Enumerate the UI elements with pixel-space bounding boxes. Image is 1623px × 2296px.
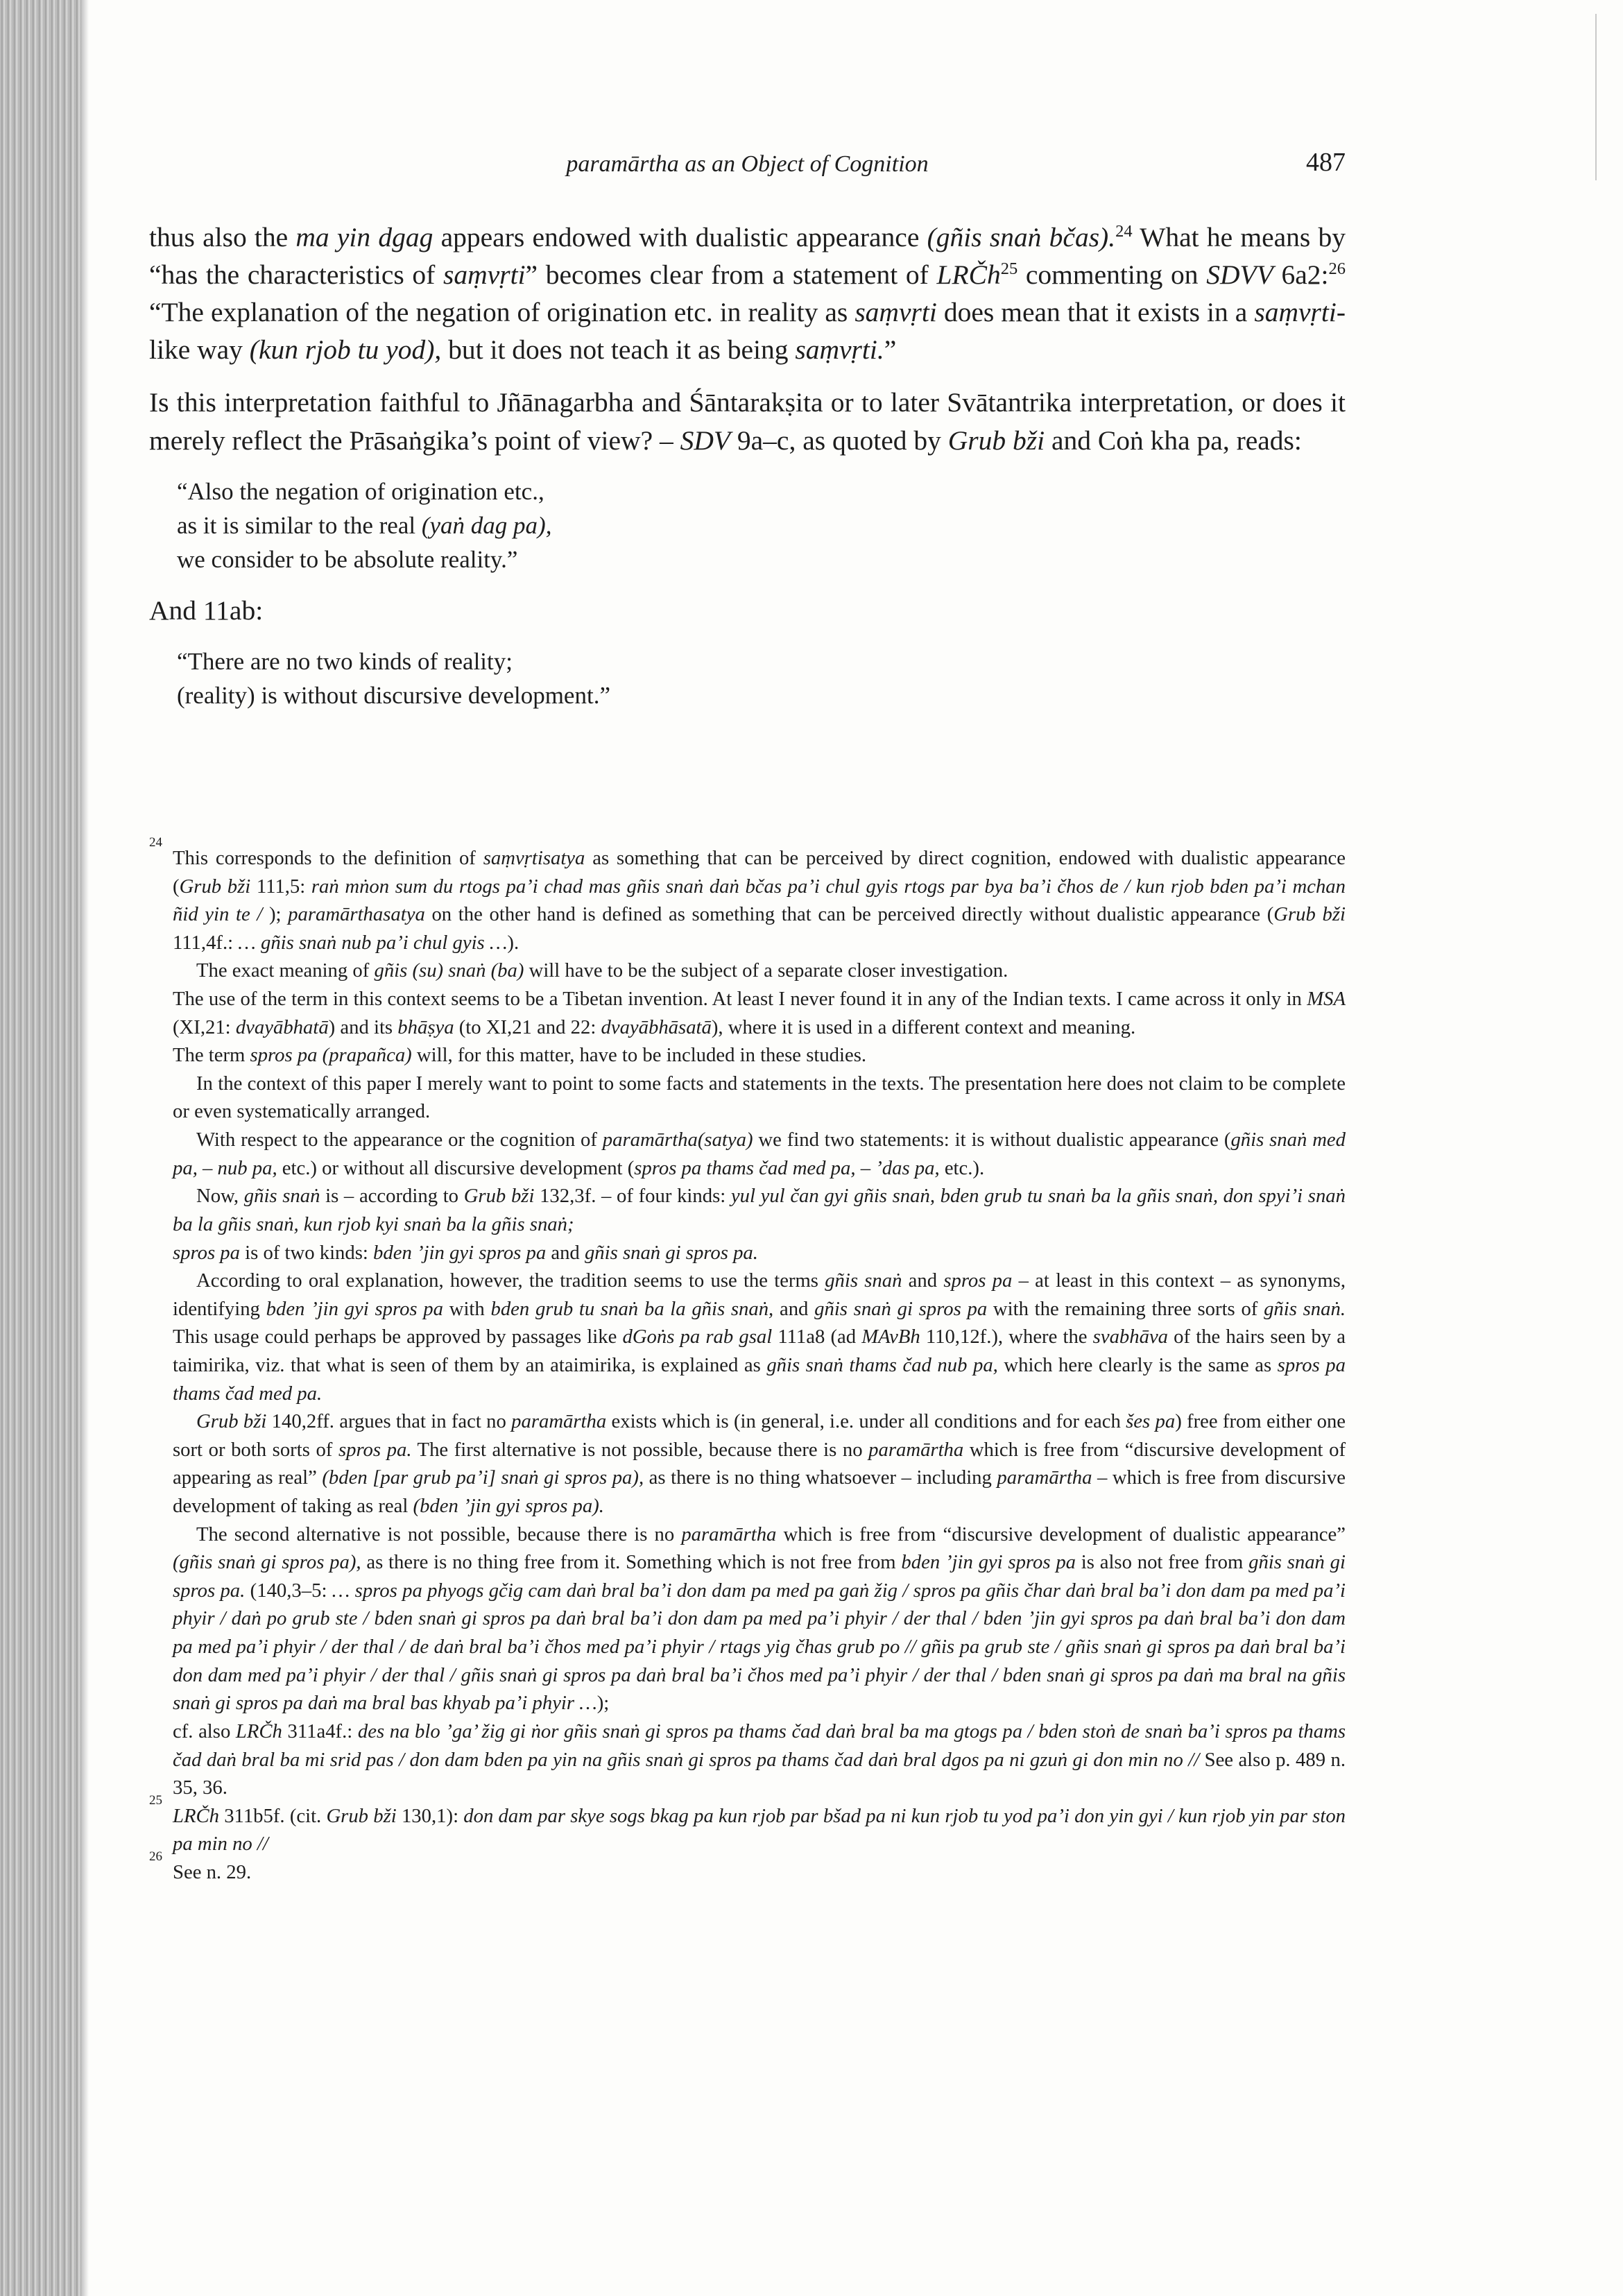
- footnote-24-i: According to oral explanation, however, the tradition seems to use the terms gñis snaṅ and spros pa – at least in this context – as synonyms, identifying bden ’jin gyi spros pa with bden grub tu snaṅ ba la gñis snaṅ, and gñis snaṅ gi spros pa with the remaining three sorts of gñis snaṅ. This usage could perhaps be approved by passages like dGoṅs pa rab gsal 111a8 (ad MAvBh 110,12f.), where the svabhāva of the hairs seen by a taimirika, viz. that what is seen of them by an ataimirika, is explained as gñis snaṅ thams čad nub pa, which here clearly is the same as spros pa thams čad med pa.: [173, 1269, 1346, 1405]
- footnote-24-j: Grub bži 140,2ff. argues that in fact no paramārtha exists which is (in general, i.e. under all conditions and for each šes pa) free from either one sort or both sorts of spros pa. The first alternative is not possible, because there is no paramārtha which is free from “discursive development of appearing as real” (bden [par grub pa’i] snaṅ gi spros pa), as there is no thing whatsoever – including paramārtha – which is free from discursive development of taking as real (bden ’jin gyi spros pa).: [173, 1410, 1346, 1518]
- page-number: 487: [1306, 148, 1346, 177]
- footnote-ref-26[interactable]: 26: [1328, 259, 1346, 278]
- running-title: [149, 151, 1346, 178]
- footnote-24-c: The use of the term in this context seems to be a Tibetan invention. At least I never found it in any of the Indian texts. I came across it only in MSA (XI,21: dvayābhatā) and its bhāṣya (to XI,21 and 22: dvayābhāsatā), where it is used in a different context and meaning.: [173, 988, 1346, 1038]
- page-edge-mark: [1595, 14, 1597, 180]
- main-text: [149, 219, 1346, 728]
- footnotes: [149, 835, 1346, 1887]
- footnote-24-l: cf. also LRČh 311a4f.: des na blo ’ga’ žig gi ṅor gñis snaṅ gi spros pa thams čad daṅ bral ba ma gtogs pa / bden stoṅ de snaṅ ba’i spros pa thams čad daṅ bral ba mi srid pas / don dam bden pa yin na gñis snaṅ gi spros pa thams čad daṅ bral dgos pa ni gzuṅ gi don min no // See also p. 489 n. 35, 36.: [173, 1720, 1346, 1799]
- running-title-rest: as an Object of Cognition: [685, 151, 929, 177]
- paragraph-2: Is this interpretation faithful to Jñānagarbha and Śāntarakṣita or to later Svātantrika interpretation, or does it merely reflect the Prāsaṅgika’s point of view? – SDV 9a–c, as quoted by Grub bži and Coṅ kha pa, reads:: [149, 387, 1346, 456]
- and-11ab: And 11ab:: [149, 594, 264, 626]
- footnote-24-f: With respect to the appearance or the cognition of paramārtha(satya) we find two statements: it is without dualistic appearance (gñis snaṅ med pa, – nub pa, etc.) or without all discursive development (spros pa thams čad med pa, – ’das pa, etc.).: [173, 1129, 1346, 1179]
- verse-2-line-2: (reality) is without discursive development.”: [177, 681, 610, 709]
- verse-quote-1: [177, 474, 1346, 576]
- footnote-ref-24[interactable]: 24: [1115, 221, 1133, 241]
- footnote-25: 25 LRČh 311b5f. (cit. Grub bži 130,1): don dam par skye sogs bkag pa kun rjob par bšad pa ni kun rjob tu yod pa’i don yin gyi / kun rjob yin par ston pa min no //: [149, 1792, 1346, 1856]
- footnote-24: 24 This corresponds to the definition of saṃvṛtisatya as something that can be perceived by direct cognition, endowed with dualistic appearance (Grub bži 111,5: raṅ mṅon sum du rtogs pa’i chad mas gñis snaṅ daṅ bčas pa’i chul gyis rtogs par bya ba’i čhos de / kun rjob bden pa’i mchan ñid yin te / ); paramārthasatya on the other hand is defined as something that can be perceived directly without dualistic appearance (Grub bži 111,4f.: … gñis snaṅ nub pa’i chul gyis …).: [149, 835, 1346, 954]
- verse-1-line-1: “Also the negation of origination etc.,: [177, 477, 544, 505]
- running-title-italic: paramārtha: [566, 151, 679, 177]
- footnote-26: 26 See n. 29.: [149, 1849, 252, 1883]
- verse-1-line-3: we consider to be absolute reality.”: [177, 545, 518, 573]
- footnote-24-b: The exact meaning of gñis (su) snaṅ (ba) will have to be the subject of a separate closer investigation.: [196, 959, 1008, 982]
- footnote-24-d: The term spros pa (prapañca) will, for this matter, have to be included in these studies.: [173, 1044, 867, 1067]
- book-binding-shadow: [0, 0, 82, 2296]
- paragraph-1: thus also the ma yin dgag appears endowed with dualistic appearance (gñis snaṅ bčas).$^{24}$ What he means by “has the characteristics of saṃvṛti” becomes clear from a statement of LRČh$^{25}$ commenting on SDVV 6a2:$^{26}$ “The explanation of the negation of origination etc. in reality as saṃvṛti does mean that it exists in a saṃvṛti-like way (kun rjob tu yod), but it does not teach it as being saṃvṛti.”: [149, 221, 1346, 366]
- footnote-24-g: Now, gñis snaṅ is – according to Grub bži 132,3f. – of four kinds: yul yul čan gyi gñis snaṅ, bden grub tu snaṅ ba la gñis snaṅ, don spyi’i snaṅ ba la gñis snaṅ, kun rjob kyi snaṅ ba la gñis snaṅ;: [173, 1185, 1346, 1235]
- verse-2-line-1: “There are no two kinds of reality;: [177, 647, 513, 675]
- footnote-24-h: spros pa is of two kinds: bden ’jin gyi spros pa and gñis snaṅ gi spros pa.: [173, 1241, 758, 1264]
- verse-quote-2: [177, 644, 1346, 712]
- page-header: [149, 147, 1346, 189]
- footnote-24-k: The second alternative is not possible, because there is no paramārtha which is free from “discursive development of dualistic appearance” (gñis snaṅ gi spros pa), as there is no thing free from it. Something which is not free from bden ’jin gyi spros pa is also not free from gñis snaṅ gi spros pa. (140,3–5: … spros pa phyogs gčig cam daṅ bral ba’i don dam pa med pa gaṅ žig / spros pa gñis čhar daṅ bral ba’i don dam pa med pa’i phyir / daṅ po grub ste / bden snaṅ gi spros pa daṅ bral ba’i don dam pa med pa’i phyir / der thal / bden ’jin gyi spros pa daṅ bral ba’i don dam pa med pa’i phyir / der thal / de daṅ bral ba’i čhos med pa’i phyir / rtags yig čhas grub po // gñis pa grub ste / gñis snaṅ gi spros pa daṅ bral ba’i don dam med pa’i phyir / der thal / gñis snaṅ gi spros pa daṅ bral ba’i čhos med pa’i phyir / der thal / bden snaṅ gi spros pa daṅ ma bral na gñis snaṅ gi spros pa daṅ ma bral bas khyab pa’i phyir …);: [173, 1523, 1346, 1715]
- binding-edge: [82, 0, 89, 2296]
- footnote-24-e: In the context of this paper I merely want to point to some facts and statements in the texts. The presentation here does not claim to be complete or even systematically arranged.: [173, 1072, 1346, 1123]
- verse-1-line-2: as it is similar to the real (yaṅ dag pa),: [177, 511, 552, 539]
- footnote-ref-25[interactable]: 25: [1000, 259, 1018, 278]
